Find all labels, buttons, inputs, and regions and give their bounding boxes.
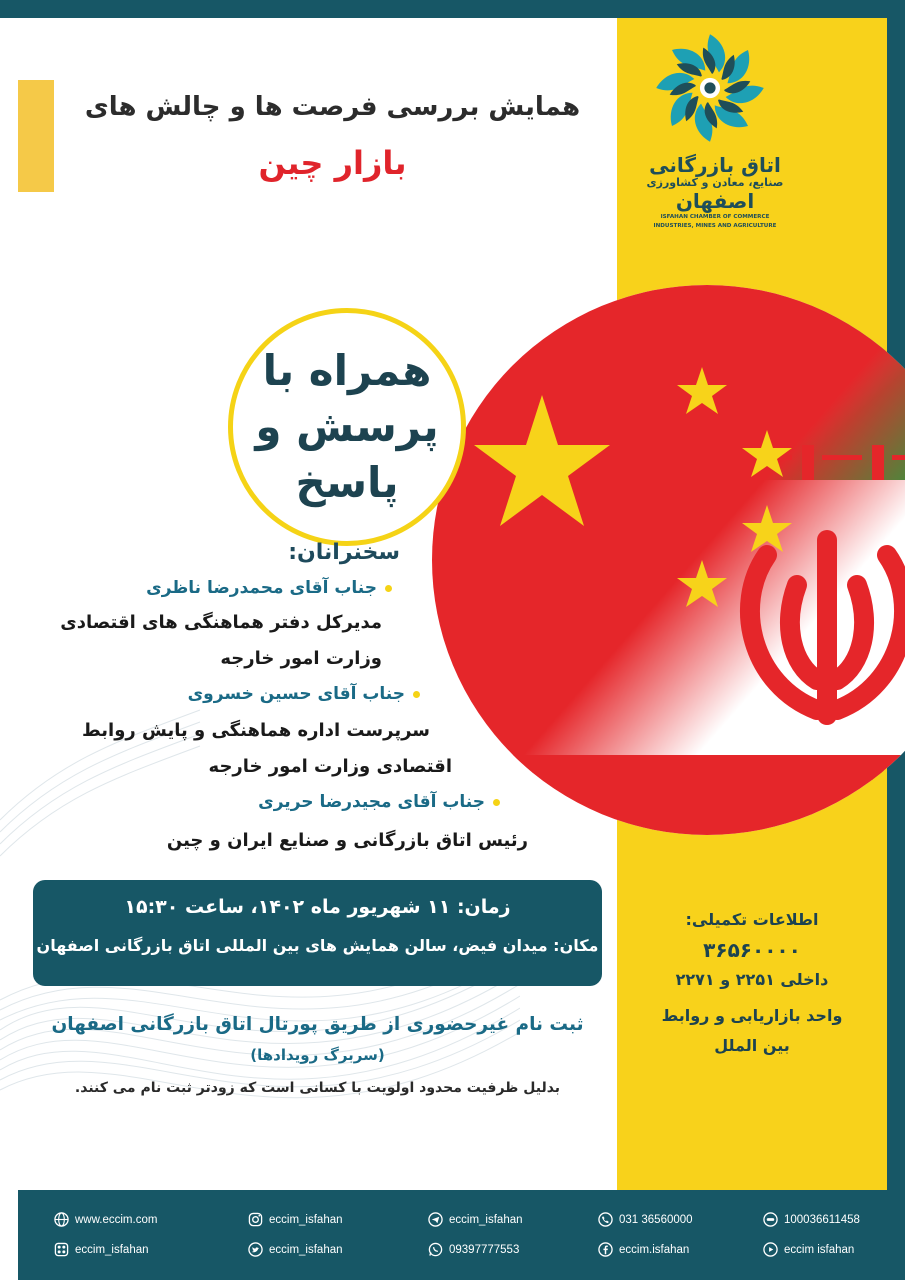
whatsapp-icon — [428, 1242, 443, 1257]
title-accent-block — [18, 80, 54, 192]
speaker-3-role-line1: رئیس اتاق بازرگانی و صنایع ایران و چین — [166, 830, 528, 851]
logo-text-line1: اتاق بازرگانی — [649, 153, 781, 177]
speaker-1-role-line1: مدیرکل دفتر هماهنگی های اقتصادی — [60, 612, 382, 633]
phone-icon — [598, 1212, 613, 1227]
bullet-dot — [385, 585, 392, 592]
qa-badge — [228, 308, 466, 546]
contact-unit-line1: واحد بازاریابی و روابط — [661, 1006, 843, 1025]
logo-text-line3: اصفهان — [675, 189, 755, 213]
contact-extension: داخلی ۲۲۵۱ و ۲۲۷۱ — [675, 970, 829, 989]
chamber-logo — [640, 32, 790, 230]
youtube-icon — [763, 1242, 778, 1257]
footer-facebook-link[interactable]: eccim.isfahan — [598, 1242, 689, 1257]
bullet-dot — [493, 799, 500, 806]
top-frame-bar — [0, 0, 905, 18]
event-place: مکان: میدان فیض، سالن همایش های بین المللی اتاق بازرگانی اصفهان — [36, 936, 599, 955]
footer-aparat-link[interactable]: eccim_isfahan — [54, 1242, 149, 1257]
footer-whatsapp-link[interactable]: 09397777553 — [428, 1242, 519, 1257]
contact-unit-line2: بین الملل — [714, 1036, 790, 1055]
telegram-icon — [428, 1212, 443, 1227]
qa-badge-line1: همراه با — [262, 346, 432, 395]
footer-bar — [18, 1190, 905, 1280]
bullet-dot — [413, 691, 420, 698]
facebook-icon — [598, 1242, 613, 1257]
logo-english-line1: ISFAHAN CHAMBER OF COMMERCE — [660, 214, 770, 220]
qa-badge-line2: پرسش و — [255, 402, 439, 451]
speaker-1-name: جناب آقای محمدرضا ناظری — [146, 578, 392, 598]
speaker-2-role-line1: سرپرست اداره هماهنگی و پایش روابط — [82, 720, 430, 741]
twitter-icon — [248, 1242, 263, 1257]
contact-label: اطلاعات تکمیلی: — [685, 910, 819, 929]
event-title: همایش بررسی فرصت ها و چالش های — [84, 92, 581, 122]
speaker-3-name: جناب آقای مجیدرضا حریری — [258, 792, 500, 812]
footer-website-link[interactable]: www.eccim.com — [54, 1212, 157, 1227]
speaker-2-name: جناب آقای حسین خسروی — [188, 684, 420, 704]
footer-instagram-link[interactable]: eccim_isfahan — [248, 1212, 343, 1227]
qa-badge-line3: پاسخ — [295, 458, 399, 507]
chamber-emblem-icon — [654, 32, 766, 144]
footer-sms-link[interactable]: 100036611458 — [763, 1212, 860, 1227]
footer-twitter-link[interactable]: eccim_isfahan — [248, 1242, 343, 1257]
footer-phone-link[interactable]: 031 36560000 — [598, 1212, 693, 1227]
speaker-1-role-line2: وزارت امور خارجه — [220, 648, 382, 669]
contact-phone: ۳۶۵۶۰۰۰۰ — [703, 938, 801, 962]
registration-notice: بدلیل ظرفیت محدود اولویت با کسانی است که زودتر ثبت نام می کنند. — [74, 1080, 561, 1096]
sms-icon — [763, 1212, 778, 1227]
china-iran-flag-graphic — [432, 285, 905, 835]
speakers-heading: سخنرانان: — [288, 540, 400, 565]
globe-icon — [54, 1212, 69, 1227]
event-subtitle: بازار چین — [258, 144, 407, 182]
event-time: زمان: ۱۱ شهریور ماه ۱۴۰۲، ساعت ۱۵:۳۰ — [124, 896, 511, 918]
event-info-box — [33, 880, 602, 986]
instagram-icon — [248, 1212, 263, 1227]
footer-telegram-link[interactable]: eccim_isfahan — [428, 1212, 523, 1227]
registration-text: ثبت نام غیرحضوری از طریق پورتال اتاق بازرگانی اصفهان — [51, 1014, 584, 1035]
footer-youtube-link[interactable]: eccim isfahan — [763, 1242, 854, 1257]
contact-info — [622, 905, 882, 1061]
logo-english-line2: INDUSTRIES, MINES AND AGRICULTURE — [653, 223, 777, 229]
registration-section-name: (سربرگ رویدادها) — [250, 1046, 385, 1064]
aparat-icon — [54, 1242, 69, 1257]
speaker-2-role-line2: اقتصادی وزارت امور خارجه — [208, 756, 452, 777]
logo-text-line2: صنایع، معادن و کشاورزی — [646, 176, 784, 189]
